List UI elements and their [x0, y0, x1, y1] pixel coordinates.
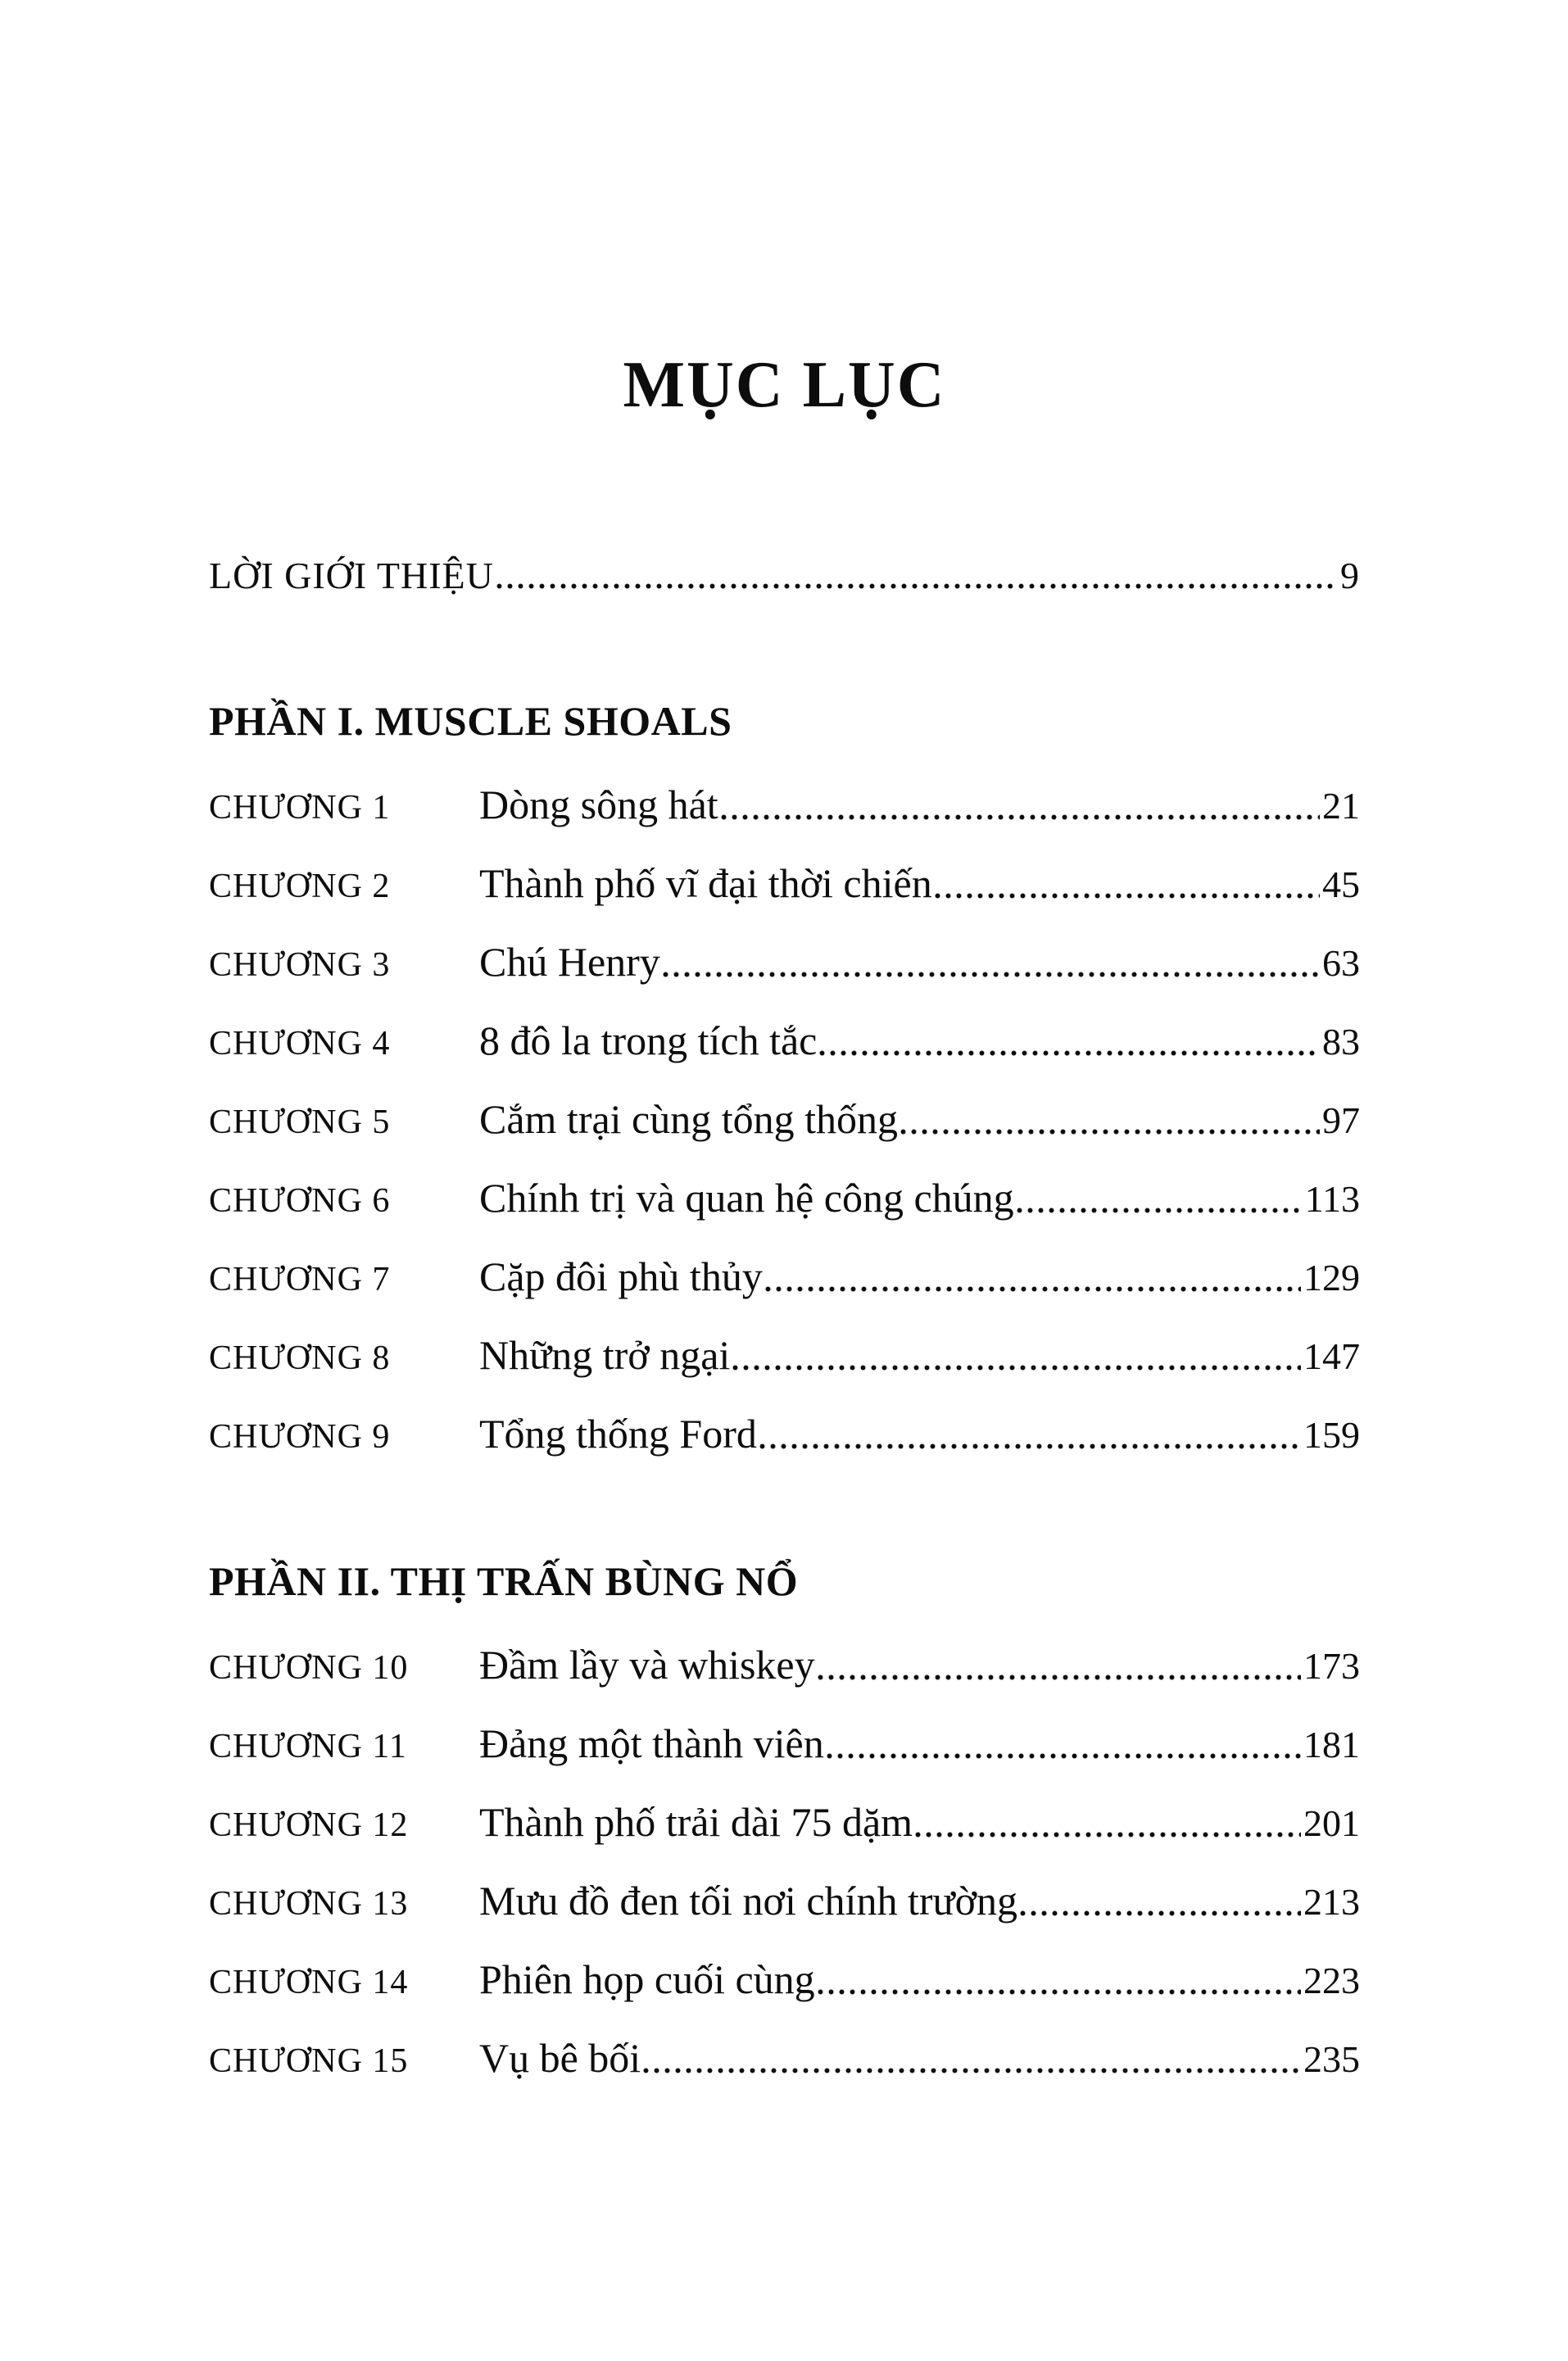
dot-leader [765, 1286, 1301, 1292]
chapter-page-number: 181 [1303, 1724, 1360, 1766]
page-title: MỤC LỤC [623, 349, 946, 421]
chapter-page-number: 97 [1322, 1099, 1360, 1142]
dot-leader [496, 583, 1338, 589]
chapter-entry [209, 2033, 1360, 2082]
chapter-page-number: 83 [1322, 1021, 1360, 1063]
chapter-title: Đảng một thành viên [479, 1720, 824, 1767]
chapter-entry [209, 859, 1360, 908]
chapter-title: Những trở ngại [479, 1332, 731, 1379]
chapter-page-number: 235 [1303, 2038, 1360, 2081]
chapter-page-number: 173 [1303, 1645, 1360, 1688]
chapter-entry [209, 1719, 1360, 1768]
dot-leader [827, 1753, 1301, 1759]
chapter-page-number: 21 [1322, 785, 1360, 827]
dot-leader [1020, 1910, 1301, 1916]
chapter-page-number: 113 [1304, 1178, 1360, 1221]
chapter-title: Thành phố trải dài 75 dặm [479, 1799, 913, 1846]
chapter-title: Vụ bê bối [479, 2035, 641, 2082]
part-section [209, 1557, 1360, 2082]
chapter-entry [209, 1876, 1360, 1925]
chapter-entry [209, 1330, 1360, 1380]
chapter-title: Thành phố vĩ đại thời chiến [479, 860, 932, 907]
part-heading: PHẦN II. THỊ TRẤN BÙNG NỔ [209, 1558, 799, 1605]
chapter-label: CHƯƠNG 14 [209, 1964, 409, 2002]
chapter-label: CHƯƠNG 6 [209, 1182, 391, 1221]
chapter-title: Cặp đôi phù thủy [479, 1253, 763, 1300]
dot-leader [721, 814, 1320, 820]
dot-leader [1017, 1208, 1303, 1213]
dot-leader [819, 1050, 1320, 1056]
chapter-title: Cắm trại cùng tổng thống [479, 1096, 899, 1143]
chapter-label: CHƯƠNG 5 [209, 1103, 391, 1142]
chapter-title: Đầm lầy và whiskey [479, 1642, 815, 1688]
intro-entry [209, 553, 1360, 598]
chapter-label: CHƯƠNG 4 [209, 1025, 391, 1063]
chapter-label: CHƯƠNG 15 [209, 2042, 409, 2081]
chapter-entry [209, 1409, 1360, 1458]
dot-leader [759, 1443, 1301, 1449]
dot-leader [900, 1129, 1320, 1135]
chapter-page-number: 223 [1303, 1960, 1360, 2002]
chapter-label: CHƯƠNG 7 [209, 1261, 391, 1299]
chapter-entry [209, 1797, 1360, 1847]
intro-page-number: 9 [1340, 555, 1360, 596]
dot-leader [732, 1365, 1301, 1371]
chapter-entry [209, 1640, 1360, 1689]
chapter-title: Mưu đồ đen tối nơi chính trường [479, 1878, 1018, 1924]
chapter-title: Dòng sông hát [479, 782, 718, 828]
chapter-entry [209, 780, 1360, 829]
part-section [209, 696, 1360, 1458]
chapter-label: CHƯƠNG 2 [209, 868, 391, 906]
chapter-title: 8 đô la trong tích tắc [479, 1017, 818, 1064]
chapter-page-number: 63 [1322, 942, 1360, 985]
chapter-page-number: 213 [1303, 1881, 1360, 1924]
chapter-label: CHƯƠNG 3 [209, 946, 391, 985]
chapter-title: Chú Henry [479, 939, 660, 986]
chapter-entry [209, 1173, 1360, 1222]
chapter-page-number: 159 [1303, 1414, 1360, 1457]
dot-leader [818, 1989, 1301, 1995]
dot-leader [643, 2068, 1301, 2073]
chapter-label: CHƯƠNG 8 [209, 1339, 391, 1378]
chapter-list [209, 780, 1360, 1458]
dot-leader [663, 972, 1320, 977]
chapter-page-number: 147 [1303, 1335, 1360, 1378]
dot-leader [818, 1674, 1301, 1680]
part-heading: PHẦN I. MUSCLE SHOALS [209, 698, 732, 745]
chapter-page-number: 45 [1322, 863, 1360, 906]
chapter-entry [209, 1016, 1360, 1065]
dot-leader [915, 1832, 1301, 1838]
chapter-label: CHƯƠNG 9 [209, 1418, 391, 1457]
chapter-title: Chính trị và quan hệ công chúng [479, 1175, 1014, 1221]
chapter-label: CHƯƠNG 12 [209, 1806, 409, 1845]
chapter-entry [209, 937, 1360, 986]
parts-container [209, 696, 1360, 2082]
chapter-entry [209, 1252, 1360, 1301]
chapter-entry [209, 1094, 1360, 1144]
chapter-title: Tổng thống Ford [479, 1411, 757, 1457]
chapter-title: Phiên họp cuối cùng [479, 1956, 815, 2003]
chapter-label: CHƯƠNG 1 [209, 789, 391, 827]
chapter-list [209, 1640, 1360, 2082]
intro-label: LỜI GIỚI THIỆU [209, 555, 494, 596]
chapter-label: CHƯƠNG 10 [209, 1649, 409, 1688]
chapter-page-number: 129 [1303, 1257, 1360, 1299]
dot-leader [935, 893, 1320, 899]
chapter-label: CHƯƠNG 13 [209, 1885, 409, 1924]
chapter-page-number: 201 [1303, 1802, 1360, 1845]
chapter-entry [209, 1955, 1360, 2004]
chapter-label: CHƯƠNG 11 [209, 1728, 407, 1766]
